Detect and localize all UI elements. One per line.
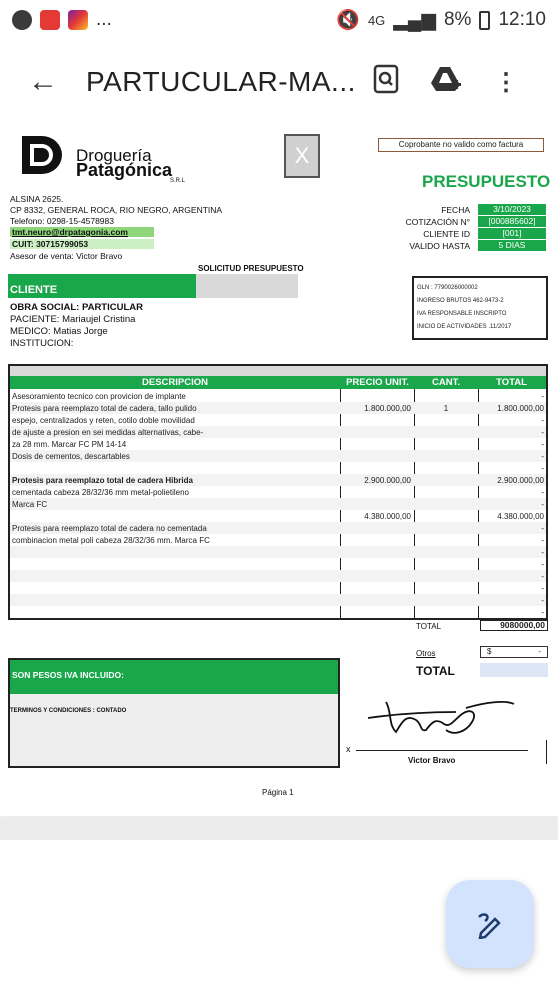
cliente-header: CLIENTE (8, 274, 196, 298)
table-row (10, 570, 546, 582)
signature-x: x (346, 744, 351, 754)
table-row (10, 498, 546, 510)
col-precio-unit: PRECIO UNIT. (346, 377, 409, 388)
pdf-icon (40, 10, 60, 30)
not-valid-notice: Coprobante no valido como factura (378, 138, 544, 152)
table-row (10, 594, 546, 606)
meta-label: FECHA (441, 205, 470, 215)
x-mark-box: X (284, 134, 320, 178)
tax-info-box (412, 276, 548, 340)
row-price: 4.380.000,00 (364, 511, 411, 521)
table-row (10, 558, 546, 570)
table-row (10, 414, 546, 426)
row-total: - (541, 607, 544, 617)
row-description: cementada cabeza 28/32/36 mm metal-polietileno (12, 487, 189, 497)
edit-fab-button[interactable] (446, 880, 534, 968)
total-big-label: TOTAL (416, 664, 455, 678)
row-total: - (541, 535, 544, 545)
row-description: Dosis de cementos, descartables (12, 451, 130, 461)
row-total: - (541, 439, 544, 449)
iva-condition: IVA RESPONSABLE INSCRIPTO (417, 311, 507, 317)
company-phone: Telefono: 0298-15-4578983 (10, 216, 114, 226)
col-descripcion: DESCRIPCION (142, 377, 208, 388)
row-total: - (541, 571, 544, 581)
row-total: - (541, 427, 544, 437)
table-header (10, 376, 546, 389)
row-total: - (541, 391, 544, 401)
table-row (10, 474, 546, 486)
paciente: PACIENTE: Mariaujel Cristina (10, 314, 136, 325)
meta-value: 3/10/2023 (478, 204, 546, 215)
gln: GLN : 7790026000002 (417, 285, 478, 291)
row-description: Protesis para reemplazo total de cadera Hibrida (12, 475, 193, 485)
signature-line (356, 750, 528, 751)
photos-icon (68, 10, 88, 30)
ingresos-brutos: INGRESO BRUTOS 462-9473-2 (417, 298, 504, 304)
mute-icon: 🔇 (336, 10, 360, 31)
row-total: 4.380.000,00 (497, 511, 544, 521)
total-label: TOTAL (416, 622, 442, 631)
otros-label: Otros (416, 649, 436, 658)
medico: MEDICO: Matias Jorge (10, 326, 108, 337)
table-row (10, 402, 546, 414)
institucion: INSTITUCION: (10, 338, 74, 349)
row-price: 2.900.000,00 (364, 475, 411, 485)
row-description: espejo, centralizados y reten, cotilo doble movilidad (12, 415, 195, 425)
row-quantity: 1 (443, 403, 449, 413)
signal-icon: ▂▄▆ (393, 9, 436, 31)
row-total: - (541, 547, 544, 557)
otros-currency: $ (487, 647, 492, 656)
meta-value: [000885602] (478, 216, 546, 227)
status-bar (0, 0, 558, 40)
row-total: - (541, 463, 544, 473)
otros-value: - (538, 647, 541, 656)
table-row (10, 462, 546, 474)
signature-image (366, 692, 516, 746)
page-number: Página 1 (262, 788, 294, 797)
table-row (10, 582, 546, 594)
battery-percent: 8% (443, 9, 472, 30)
company-city: CP 8332, GENERAL ROCA, RIO NEGRO, ARGENTINA (10, 205, 223, 215)
company-logo (18, 132, 188, 184)
col-total: TOTAL (496, 377, 527, 388)
table-row (10, 510, 546, 522)
table-row (10, 546, 546, 558)
row-description: Protesis para reemplazo total de cadera no cementada (12, 523, 207, 533)
row-description: Protesis para reemplazo total de cadera, tallo pulido (12, 403, 197, 413)
facebook-icon (12, 10, 32, 30)
document-title: PARTUCULAR-MA... (86, 66, 356, 97)
table-top-band (10, 366, 546, 376)
son-pesos-header: SON PESOS IVA INCLUIDO: (10, 660, 338, 694)
company-cuit: CUIT: 30715799053 (10, 239, 154, 249)
document-page (0, 126, 558, 816)
inicio-actividades: INICIO DE ACTIVIDADES .11/2017 (417, 324, 512, 330)
row-description: de ajuste a presion en sei medidas alternativas, cabe- (12, 427, 204, 437)
row-total: 2.900.000,00 (497, 475, 544, 485)
company-address: ALSINA 2625. (10, 194, 64, 204)
logo-text-line2: Patagónica (76, 160, 173, 180)
row-total: 1.800.000,00 (497, 403, 544, 413)
presupuesto-title: PRESUPUESTO (422, 172, 551, 191)
app-bar (0, 42, 558, 122)
logo-text-line1: Droguería (76, 146, 152, 165)
add-to-drive-icon[interactable] (416, 65, 476, 100)
solicitud-label: SOLICITUD PRESUPUESTO (198, 264, 304, 273)
total-big-value (480, 663, 548, 677)
solicitud-box (196, 274, 298, 298)
meta-value: 5 DIAS (478, 240, 546, 251)
table-row (10, 606, 546, 618)
row-description: combinacion metal poli cabeza 28/32/36 mm. Marca FC (12, 535, 210, 545)
row-description: za 28 mm. Marcar FC PM 14-14 (12, 439, 127, 449)
more-notifications: ... (96, 9, 112, 30)
row-total: - (541, 523, 544, 533)
row-total: - (541, 415, 544, 425)
table-row (10, 486, 546, 498)
table-row (10, 390, 546, 402)
signature-border (546, 740, 547, 764)
table-row (10, 426, 546, 438)
search-in-document-icon[interactable] (356, 64, 416, 101)
signer-name: Victor Bravo (408, 756, 456, 765)
clock: 12:10 (498, 9, 546, 30)
row-description: Asesoramiento tecnico con provicion de implante (12, 391, 186, 401)
row-price: 1.800.000,00 (364, 403, 411, 413)
network-label: 4G (367, 12, 386, 28)
otros-value-box (480, 646, 548, 658)
table-row (10, 534, 546, 546)
terminos: TERMINOS Y CONDICIONES : CONTADO (10, 708, 127, 714)
obra-social: OBRA SOCIAL: PARTICULAR (10, 302, 143, 313)
meta-value: [001] (478, 228, 546, 239)
logo-srl: S.R.L (170, 178, 186, 184)
back-arrow-icon[interactable]: ← (28, 65, 58, 98)
row-total: - (541, 583, 544, 593)
pen-icon (475, 909, 505, 939)
row-total: - (541, 559, 544, 569)
page-separator (0, 818, 558, 840)
row-description: Marca FC (12, 499, 48, 509)
table-row (10, 522, 546, 534)
meta-label: VALIDO HASTA (409, 241, 470, 251)
total-value: 9080000,00 (480, 620, 548, 631)
col-cant: CANT. (432, 377, 460, 388)
row-total: - (541, 487, 544, 497)
table-row (10, 438, 546, 450)
more-options-icon[interactable]: ⋮ (494, 68, 518, 96)
company-email[interactable]: tmt.neuro@drpatagonia.com (10, 227, 154, 237)
table-row (10, 450, 546, 462)
seller-name: Asesor de venta: Victor Bravo (10, 251, 123, 261)
row-total: - (541, 499, 544, 509)
row-total: - (541, 451, 544, 461)
battery-icon (479, 11, 490, 30)
meta-label: COTIZACIÓN N° (405, 217, 470, 227)
row-total: - (541, 595, 544, 605)
meta-label: CLIENTE ID (423, 229, 470, 239)
